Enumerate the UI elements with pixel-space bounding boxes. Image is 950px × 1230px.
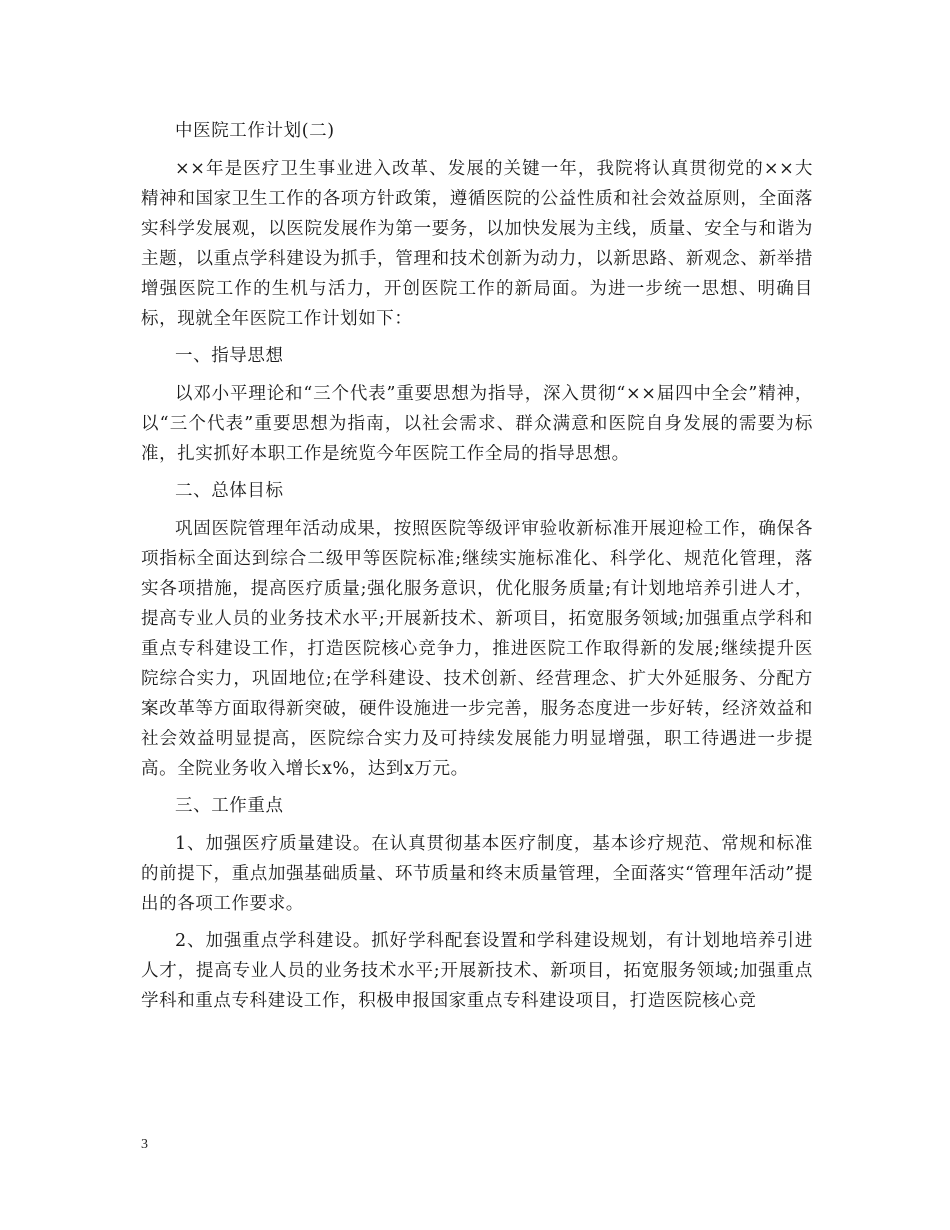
- guiding-thought-paragraph: 以邓小平理论和“三个代表”重要思想为指导，深入贯彻“××届四中全会”精神，以“三个代表”重要思想为指南，以社会需求、群众满意和医院自身发展的需要为标准，扎实抓好本职工作是统览今年医院工作全局的指导思想。: [141, 384, 813, 464]
- overall-goal-paragraph: 巩固医院管理年活动成果，按照医院等级评审验收新标准开展迎检工作，确保各项指标全面达到综合二级甲等医院标准;继续实施标准化、科学化、规范化管理，落实各项措施，提高医疗质量;强化服务意识，优化服务质量;有计划地培养引进人才，提高专业人员的业务技术水平;开展新技术、新项目，拓宽服务领域;加强重点学科和重点专科建设工作，打造医院核心竞争力，推进医院工作取得新的发展;继续提升医院综合实力，巩固地位;在学科建设、技术创新、经营理念、扩大外延服务、分配方案改革等方面取得新突破，硬件设施进一步完善，服务态度进一步好转，经济效益和社会效益明显提高，医院综合实力及可持续发展能力明显增强，职工待遇进一步提高。全院业务收入增长x%，达到x万元。: [141, 519, 813, 779]
- section-heading-guiding-thought: 一、指导思想: [175, 346, 284, 366]
- document-title: 中医院工作计划(二): [175, 121, 335, 141]
- document-page: [141, 116, 813, 1023]
- work-focus-item-1: 1、加强医疗质量建设。在认真贯彻基本医疗制度，基本诊疗规范、常规和标准的前提下，重点加强基础质量、环节质量和终末质量管理，全面落实“管理年活动”提出的各项工作要求。: [141, 834, 813, 914]
- work-focus-item-2: 2、加强重点学科建设。抓好学科配套设置和学科建设规划，有计划地培养引进人才，提高专业人员的业务技术水平;开展新技术、新项目，拓宽服务领域;加强重点学科和重点专科建设工作，积极申报国家重点专科建设项目，打造医院核心竞: [141, 931, 813, 1011]
- page-number: 3: [141, 1137, 148, 1152]
- intro-paragraph: ××年是医疗卫生事业进入改革、发展的关键一年，我院将认真贯彻党的××大精神和国家卫生工作的各项方针政策，遵循医院的公益性质和社会效益原则，全面落实科学发展观，以医院发展作为第一要务，以加快发展为主线，质量、安全与和谐为主题，以重点学科建设为抓手，管理和技术创新为动力，以新思路、新观念、新举措增强医院工作的生机与活力，开创医院工作的新局面。为进一步统一思想、明确目标，现就全年医院工作计划如下：: [141, 159, 813, 329]
- section-heading-work-focus: 三、工作重点: [175, 796, 284, 816]
- section-heading-overall-goal: 二、总体目标: [175, 481, 284, 501]
